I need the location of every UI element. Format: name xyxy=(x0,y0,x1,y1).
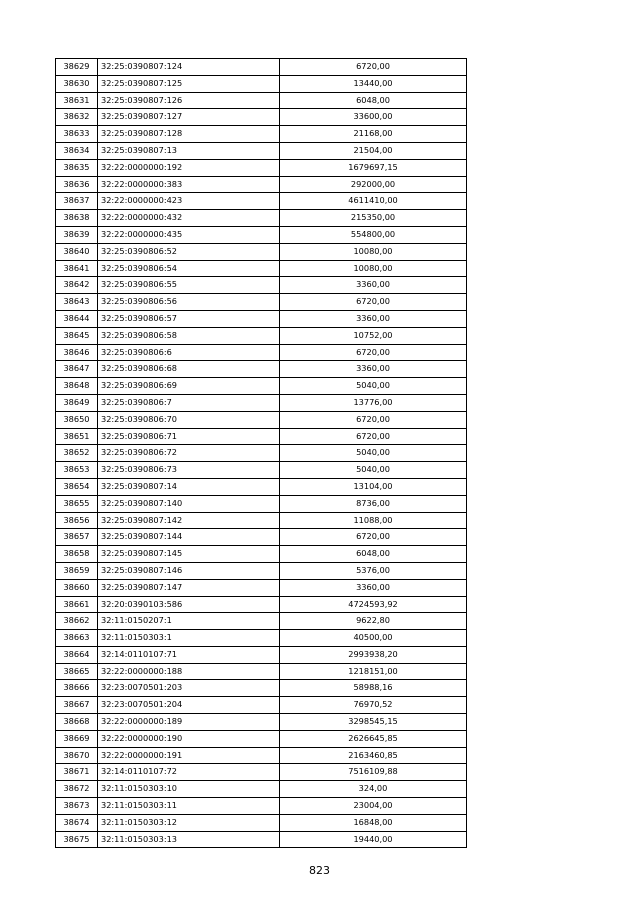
cadastral-number-cell: 32:25:0390807:125 xyxy=(98,75,280,92)
cadastral-number-cell: 32:25:0390806:71 xyxy=(98,428,280,445)
row-number-cell: 38665 xyxy=(56,663,98,680)
value-cell: 76970,52 xyxy=(280,697,467,714)
cadastral-number-cell: 32:25:0390806:7 xyxy=(98,394,280,411)
row-number-cell: 38654 xyxy=(56,478,98,495)
value-cell: 6720,00 xyxy=(280,59,467,76)
row-number-cell: 38647 xyxy=(56,361,98,378)
cadastral-number-cell: 32:23:0070501:203 xyxy=(98,680,280,697)
row-number-cell: 38659 xyxy=(56,562,98,579)
table-row xyxy=(56,126,467,143)
table-row xyxy=(56,529,467,546)
value-cell: 5040,00 xyxy=(280,462,467,479)
table-row xyxy=(56,663,467,680)
row-number-cell: 38630 xyxy=(56,75,98,92)
row-number-cell: 38675 xyxy=(56,831,98,848)
cadastral-number-cell: 32:11:0150303:1 xyxy=(98,630,280,647)
table-row xyxy=(56,92,467,109)
document-sheet xyxy=(55,58,466,848)
cadastral-number-cell: 32:25:0390806:69 xyxy=(98,378,280,395)
value-cell: 13104,00 xyxy=(280,478,467,495)
page-number: 823 xyxy=(309,864,330,877)
value-cell: 33600,00 xyxy=(280,109,467,126)
row-number-cell: 38634 xyxy=(56,142,98,159)
table-row xyxy=(56,75,467,92)
table-row xyxy=(56,411,467,428)
cadastral-number-cell: 32:22:0000000:190 xyxy=(98,730,280,747)
row-number-cell: 38672 xyxy=(56,781,98,798)
value-cell: 23004,00 xyxy=(280,798,467,815)
row-number-cell: 38673 xyxy=(56,798,98,815)
value-cell: 215350,00 xyxy=(280,210,467,227)
cadastral-number-cell: 32:25:0390806:68 xyxy=(98,361,280,378)
table-body xyxy=(56,59,467,848)
row-number-cell: 38661 xyxy=(56,596,98,613)
table-row xyxy=(56,747,467,764)
value-cell: 5376,00 xyxy=(280,562,467,579)
cadastral-number-cell: 32:11:0150303:11 xyxy=(98,798,280,815)
row-number-cell: 38635 xyxy=(56,159,98,176)
row-number-cell: 38658 xyxy=(56,546,98,563)
table-row xyxy=(56,193,467,210)
cadastral-number-cell: 32:22:0000000:383 xyxy=(98,176,280,193)
row-number-cell: 38662 xyxy=(56,613,98,630)
table-row xyxy=(56,680,467,697)
table-row xyxy=(56,730,467,747)
value-cell: 19440,00 xyxy=(280,831,467,848)
cadastral-number-cell: 32:22:0000000:189 xyxy=(98,714,280,731)
cadastral-number-cell: 32:25:0390806:54 xyxy=(98,260,280,277)
table-row xyxy=(56,596,467,613)
row-number-cell: 38656 xyxy=(56,512,98,529)
table-row xyxy=(56,378,467,395)
value-cell: 3360,00 xyxy=(280,579,467,596)
cadastral-number-cell: 32:22:0000000:192 xyxy=(98,159,280,176)
value-cell: 40500,00 xyxy=(280,630,467,647)
value-cell: 3360,00 xyxy=(280,277,467,294)
table-row xyxy=(56,646,467,663)
value-cell: 4611410,00 xyxy=(280,193,467,210)
value-cell: 10080,00 xyxy=(280,243,467,260)
table-row xyxy=(56,310,467,327)
row-number-cell: 38642 xyxy=(56,277,98,294)
cadastral-number-cell: 32:20:0390103:586 xyxy=(98,596,280,613)
table-row xyxy=(56,714,467,731)
value-cell: 4724593,92 xyxy=(280,596,467,613)
value-cell: 9622,80 xyxy=(280,613,467,630)
cadastral-number-cell: 32:22:0000000:432 xyxy=(98,210,280,227)
value-cell: 6048,00 xyxy=(280,546,467,563)
row-number-cell: 38633 xyxy=(56,126,98,143)
value-cell: 5040,00 xyxy=(280,378,467,395)
cadastral-number-cell: 32:22:0000000:191 xyxy=(98,747,280,764)
cadastral-number-cell: 32:14:0110107:71 xyxy=(98,646,280,663)
value-cell: 16848,00 xyxy=(280,814,467,831)
row-number-cell: 38660 xyxy=(56,579,98,596)
cadastral-number-cell: 32:11:0150207:1 xyxy=(98,613,280,630)
row-number-cell: 38657 xyxy=(56,529,98,546)
row-number-cell: 38632 xyxy=(56,109,98,126)
value-cell: 8736,00 xyxy=(280,495,467,512)
row-number-cell: 38652 xyxy=(56,445,98,462)
cadastral-number-cell: 32:25:0390807:14 xyxy=(98,478,280,495)
value-cell: 5040,00 xyxy=(280,445,467,462)
table-row xyxy=(56,327,467,344)
cadastral-number-cell: 32:25:0390806:58 xyxy=(98,327,280,344)
cadastral-table xyxy=(55,58,467,848)
row-number-cell: 38648 xyxy=(56,378,98,395)
cadastral-number-cell: 32:25:0390806:57 xyxy=(98,310,280,327)
value-cell: 6720,00 xyxy=(280,411,467,428)
table-row xyxy=(56,478,467,495)
table-row xyxy=(56,294,467,311)
table-row xyxy=(56,814,467,831)
table-row xyxy=(56,142,467,159)
table-row xyxy=(56,226,467,243)
table-row xyxy=(56,243,467,260)
cadastral-number-cell: 32:25:0390807:146 xyxy=(98,562,280,579)
value-cell: 21168,00 xyxy=(280,126,467,143)
value-cell: 11088,00 xyxy=(280,512,467,529)
table-row xyxy=(56,831,467,848)
value-cell: 2163460,85 xyxy=(280,747,467,764)
value-cell: 6048,00 xyxy=(280,92,467,109)
table-row xyxy=(56,764,467,781)
row-number-cell: 38674 xyxy=(56,814,98,831)
row-number-cell: 38631 xyxy=(56,92,98,109)
cadastral-number-cell: 32:25:0390807:144 xyxy=(98,529,280,546)
table-row xyxy=(56,277,467,294)
table-row xyxy=(56,176,467,193)
row-number-cell: 38640 xyxy=(56,243,98,260)
value-cell: 10080,00 xyxy=(280,260,467,277)
cadastral-number-cell: 32:25:0390806:56 xyxy=(98,294,280,311)
cadastral-number-cell: 32:25:0390807:124 xyxy=(98,59,280,76)
table-row xyxy=(56,428,467,445)
row-number-cell: 38650 xyxy=(56,411,98,428)
table-row xyxy=(56,579,467,596)
row-number-cell: 38664 xyxy=(56,646,98,663)
table-row xyxy=(56,394,467,411)
value-cell: 10752,00 xyxy=(280,327,467,344)
cadastral-number-cell: 32:11:0150303:13 xyxy=(98,831,280,848)
cadastral-number-cell: 32:25:0390807:128 xyxy=(98,126,280,143)
value-cell: 13776,00 xyxy=(280,394,467,411)
row-number-cell: 38669 xyxy=(56,730,98,747)
cadastral-number-cell: 32:25:0390806:70 xyxy=(98,411,280,428)
value-cell: 6720,00 xyxy=(280,294,467,311)
value-cell: 6720,00 xyxy=(280,344,467,361)
table-row xyxy=(56,613,467,630)
cadastral-number-cell: 32:25:0390807:127 xyxy=(98,109,280,126)
table-row xyxy=(56,798,467,815)
value-cell: 1218151,00 xyxy=(280,663,467,680)
cadastral-number-cell: 32:25:0390807:126 xyxy=(98,92,280,109)
row-number-cell: 38671 xyxy=(56,764,98,781)
row-number-cell: 38663 xyxy=(56,630,98,647)
table-row xyxy=(56,210,467,227)
cadastral-number-cell: 32:25:0390806:52 xyxy=(98,243,280,260)
table-row xyxy=(56,109,467,126)
cadastral-number-cell: 32:22:0000000:423 xyxy=(98,193,280,210)
row-number-cell: 38637 xyxy=(56,193,98,210)
value-cell: 7516109,88 xyxy=(280,764,467,781)
cadastral-number-cell: 32:25:0390807:13 xyxy=(98,142,280,159)
table-row xyxy=(56,630,467,647)
value-cell: 6720,00 xyxy=(280,428,467,445)
row-number-cell: 38651 xyxy=(56,428,98,445)
value-cell: 292000,00 xyxy=(280,176,467,193)
table-row xyxy=(56,445,467,462)
table-row xyxy=(56,562,467,579)
value-cell: 21504,00 xyxy=(280,142,467,159)
row-number-cell: 38655 xyxy=(56,495,98,512)
table-row xyxy=(56,781,467,798)
row-number-cell: 38667 xyxy=(56,697,98,714)
row-number-cell: 38670 xyxy=(56,747,98,764)
cadastral-number-cell: 32:25:0390806:6 xyxy=(98,344,280,361)
value-cell: 58988,16 xyxy=(280,680,467,697)
value-cell: 3360,00 xyxy=(280,361,467,378)
cadastral-number-cell: 32:14:0110107:72 xyxy=(98,764,280,781)
value-cell: 2626645,85 xyxy=(280,730,467,747)
cadastral-number-cell: 32:22:0000000:188 xyxy=(98,663,280,680)
row-number-cell: 38646 xyxy=(56,344,98,361)
table-row xyxy=(56,512,467,529)
table-row xyxy=(56,159,467,176)
cadastral-number-cell: 32:25:0390807:147 xyxy=(98,579,280,596)
table-row xyxy=(56,546,467,563)
row-number-cell: 38643 xyxy=(56,294,98,311)
row-number-cell: 38645 xyxy=(56,327,98,344)
table-row xyxy=(56,361,467,378)
row-number-cell: 38666 xyxy=(56,680,98,697)
cadastral-number-cell: 32:25:0390807:140 xyxy=(98,495,280,512)
cadastral-number-cell: 32:22:0000000:435 xyxy=(98,226,280,243)
row-number-cell: 38639 xyxy=(56,226,98,243)
value-cell: 3360,00 xyxy=(280,310,467,327)
row-number-cell: 38644 xyxy=(56,310,98,327)
row-number-cell: 38641 xyxy=(56,260,98,277)
value-cell: 3298545,15 xyxy=(280,714,467,731)
table-row xyxy=(56,59,467,76)
table-row xyxy=(56,495,467,512)
value-cell: 6720,00 xyxy=(280,529,467,546)
value-cell: 554800,00 xyxy=(280,226,467,243)
row-number-cell: 38653 xyxy=(56,462,98,479)
table-row xyxy=(56,344,467,361)
row-number-cell: 38649 xyxy=(56,394,98,411)
cadastral-number-cell: 32:25:0390806:55 xyxy=(98,277,280,294)
row-number-cell: 38668 xyxy=(56,714,98,731)
cadastral-number-cell: 32:25:0390806:73 xyxy=(98,462,280,479)
table-row xyxy=(56,697,467,714)
value-cell: 1679697,15 xyxy=(280,159,467,176)
row-number-cell: 38629 xyxy=(56,59,98,76)
cadastral-number-cell: 32:25:0390807:145 xyxy=(98,546,280,563)
value-cell: 2993938,20 xyxy=(280,646,467,663)
cadastral-number-cell: 32:25:0390807:142 xyxy=(98,512,280,529)
value-cell: 13440,00 xyxy=(280,75,467,92)
cadastral-number-cell: 32:11:0150303:12 xyxy=(98,814,280,831)
table-row xyxy=(56,260,467,277)
table-row xyxy=(56,462,467,479)
cadastral-number-cell: 32:23:0070501:204 xyxy=(98,697,280,714)
row-number-cell: 38636 xyxy=(56,176,98,193)
cadastral-number-cell: 32:25:0390806:72 xyxy=(98,445,280,462)
value-cell: 324,00 xyxy=(280,781,467,798)
row-number-cell: 38638 xyxy=(56,210,98,227)
cadastral-number-cell: 32:11:0150303:10 xyxy=(98,781,280,798)
